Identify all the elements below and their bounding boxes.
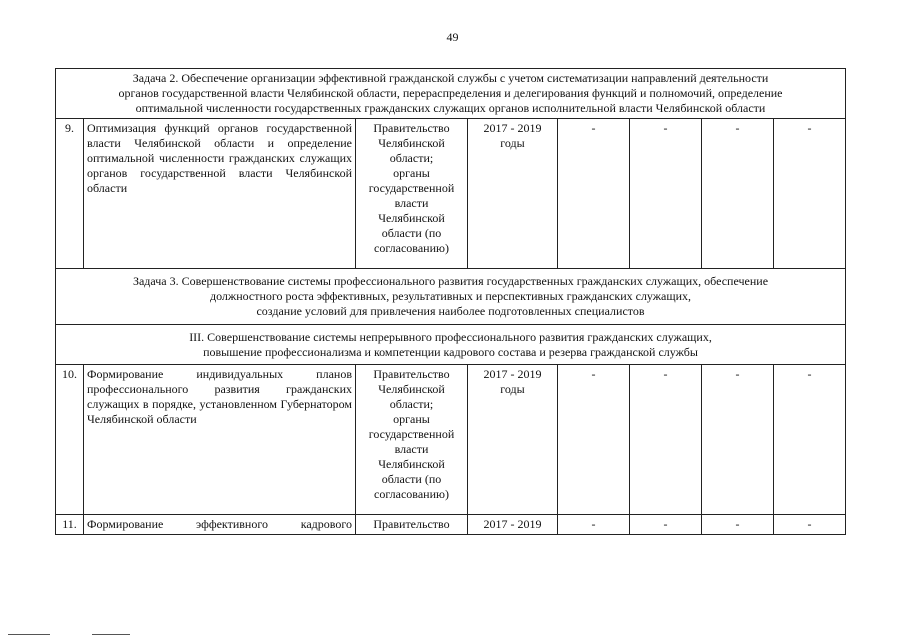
executor-line: власти	[394, 196, 429, 210]
executor-line: области;	[389, 151, 434, 165]
executor-line: Правительство	[373, 517, 450, 531]
item-number: 10.	[56, 365, 84, 515]
funding-cell: -	[774, 365, 846, 515]
executor-line: области (по	[381, 472, 442, 486]
section-row	[56, 325, 846, 365]
measures-table	[55, 68, 846, 535]
executor-line: области;	[389, 397, 434, 411]
item-executor	[356, 119, 468, 269]
executor-line: органы	[393, 166, 430, 180]
executor-line: государственной	[368, 427, 455, 441]
period-line: годы	[500, 136, 525, 150]
task-row	[56, 269, 846, 325]
executor-line: Челябинской	[378, 211, 445, 225]
executor-line: Челябинской	[378, 136, 445, 150]
funding-cell: -	[558, 119, 630, 269]
edge-mark	[8, 634, 50, 635]
section-3-heading	[56, 325, 846, 365]
funding-cell: -	[774, 515, 846, 535]
executor-line: Челябинской	[378, 382, 445, 396]
funding-cell: -	[558, 515, 630, 535]
executor-line: Челябинской	[378, 457, 445, 471]
period-line: 2017 - 2019	[483, 367, 542, 381]
section-line: III. Совершенствование системы непрерывного профессионального развития гражданских служащих,	[189, 330, 712, 344]
task-line: оптимальной численности государственных гражданских служащих органов исполнительной власти Челябинской области	[135, 101, 766, 115]
page-edge-marks	[0, 634, 905, 636]
task-2-heading	[56, 69, 846, 119]
funding-cell: -	[630, 119, 702, 269]
period-line: годы	[500, 382, 525, 396]
executor-line: области (по	[381, 226, 442, 240]
item-number: 11.	[56, 515, 84, 535]
funding-cell: -	[558, 365, 630, 515]
task-line: органов государственной власти Челябинской области, перераспределения и делегирования функций и полномочий, определение	[118, 86, 783, 100]
funding-cell: -	[774, 119, 846, 269]
funding-cell: -	[630, 515, 702, 535]
item-number: 9.	[56, 119, 84, 269]
executor-line: согласованию)	[374, 241, 449, 255]
table-row	[56, 365, 846, 515]
task-line: Задача 2. Обеспечение организации эффективной гражданской службы с учетом систематизации направлений деятельности	[132, 71, 769, 85]
task-row	[56, 69, 846, 119]
table-row	[56, 515, 846, 535]
task-line: создание условий для привлечения наиболее подготовленных специалистов	[256, 304, 645, 318]
item-period	[468, 365, 558, 515]
executor-line: Правительство	[373, 367, 450, 381]
funding-cell: -	[702, 365, 774, 515]
edge-mark	[92, 634, 130, 635]
task-3-heading	[56, 269, 846, 325]
task-line: должностного роста эффективных, результативных и перспективных гражданских служащих,	[209, 289, 692, 303]
task-line: Задача 3. Совершенствование системы профессионального развития государственных гражданских служащих, обеспечение	[132, 274, 769, 288]
funding-cell: -	[702, 515, 774, 535]
period-line: 2017 - 2019	[483, 121, 542, 135]
section-line: повышение профессионализма и компетенции кадрового состава и резерва гражданской службы	[203, 345, 698, 359]
item-description: Оптимизация функций органов государственной власти Челябинской области и определение оптимальной численности гражданских служащих органов государственной власти Челябинской области	[84, 119, 356, 269]
item-period	[468, 515, 558, 535]
executor-line: Правительство	[373, 121, 450, 135]
period-line: 2017 - 2019	[483, 517, 542, 531]
executor-line: органы	[393, 412, 430, 426]
funding-cell: -	[702, 119, 774, 269]
item-executor	[356, 515, 468, 535]
item-description: Формирование индивидуальных планов профессионального развития гражданских служащих в порядке, установленном Губернатором Челябинской области	[84, 365, 356, 515]
executor-line: власти	[394, 442, 429, 456]
executor-line: государственной	[368, 181, 455, 195]
item-period	[468, 119, 558, 269]
item-description: Формирование эффективного кадрового	[84, 515, 356, 535]
executor-line: согласованию)	[374, 487, 449, 501]
page-number: 49	[446, 30, 459, 44]
funding-cell: -	[630, 365, 702, 515]
table-row	[56, 119, 846, 269]
item-executor	[356, 365, 468, 515]
